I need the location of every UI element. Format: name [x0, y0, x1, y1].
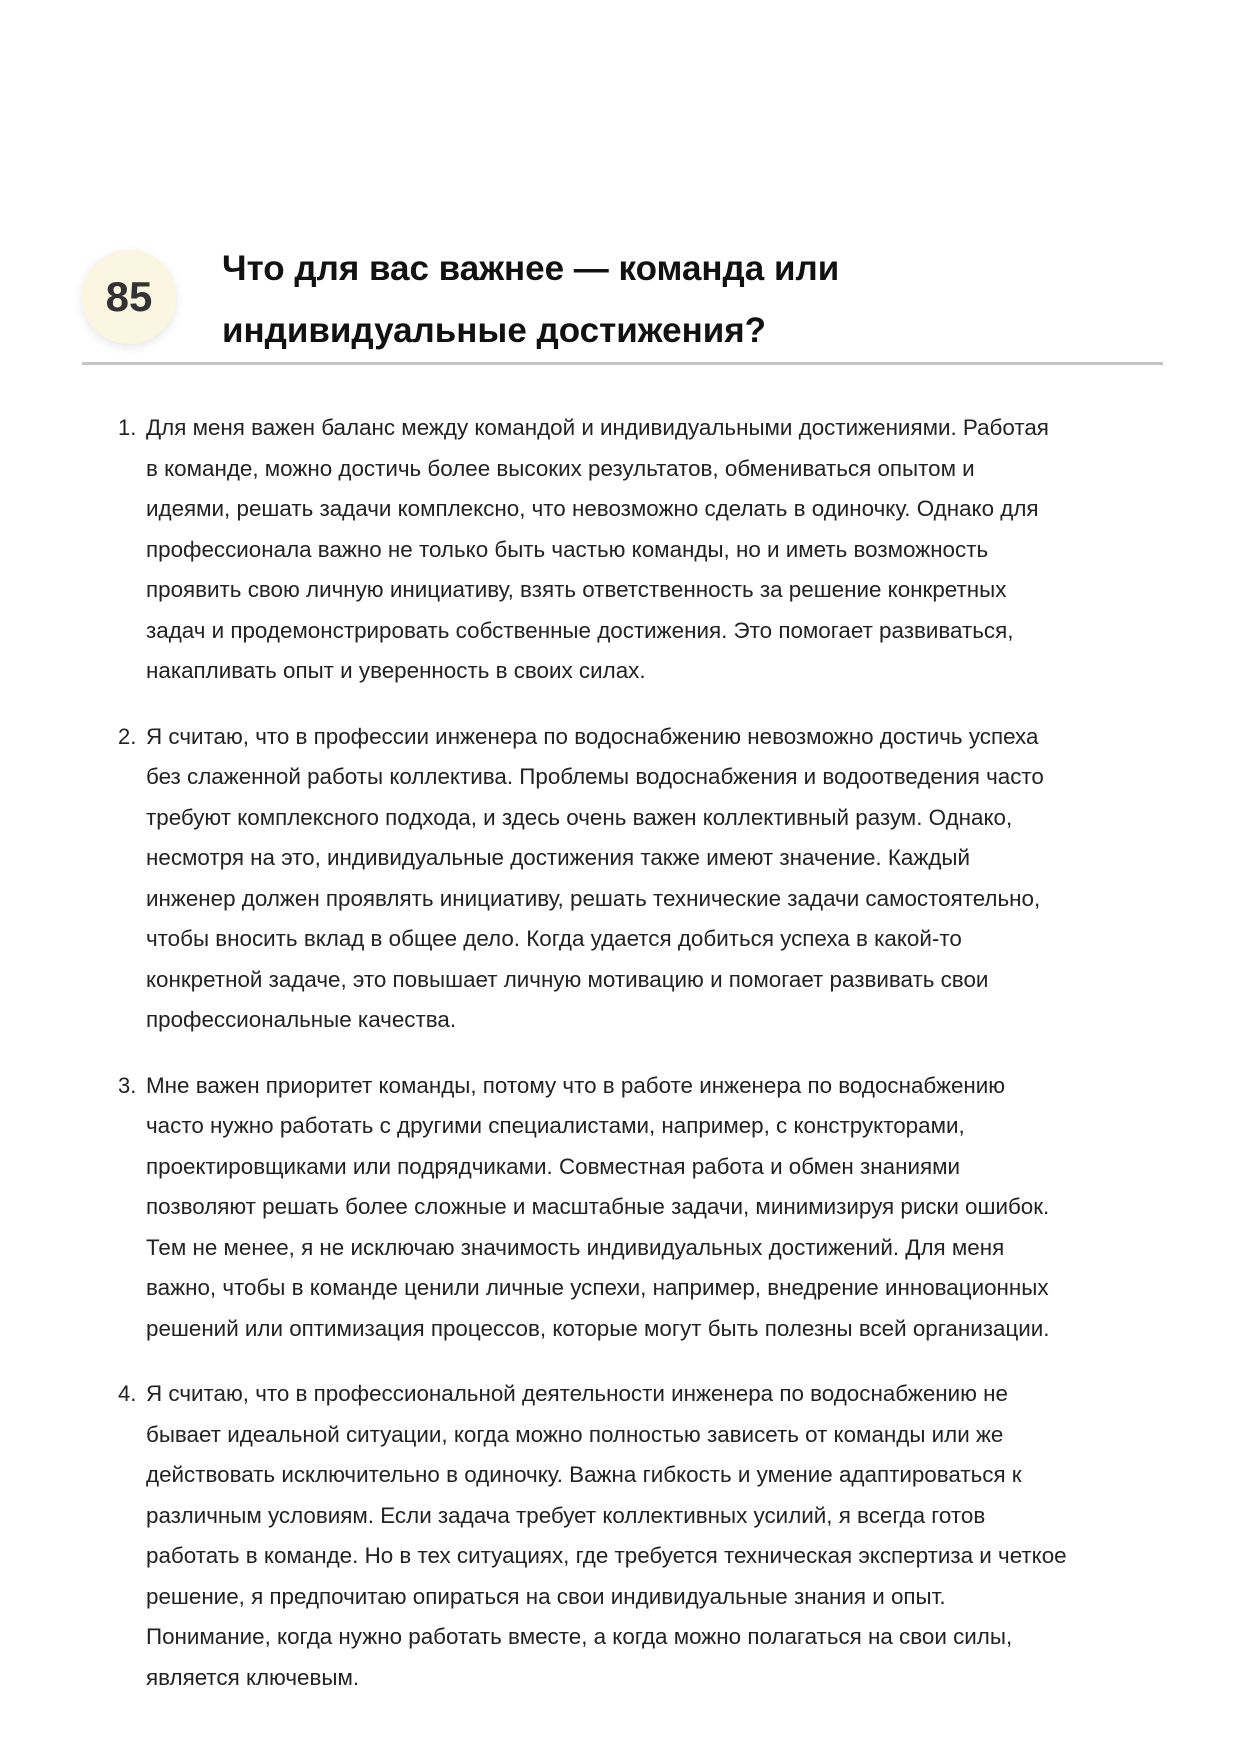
list-item-text: [146, 1374, 1067, 1698]
text-line: проявить свою личную инициативу, взять ответственность за решение конкретных: [146, 577, 1007, 602]
question-number-badge: 85: [82, 250, 176, 344]
text-line: часто нужно работать с другими специалистами, например, с конструкторами,: [146, 1113, 965, 1138]
text-line: Я считаю, что в профессии инженера по водоснабжению невозможно достичь успеха: [146, 723, 1039, 749]
list-item: [118, 717, 1178, 1041]
list-item-text: [146, 408, 1049, 692]
text-line: работать в команде. Но в тех ситуациях, где требуется техническая экспертиза и четкое: [146, 1543, 1067, 1568]
list-item-number: 4.: [118, 1381, 137, 1406]
text-line: несмотря на это, индивидуальные достижения также имеют значение. Каждый: [146, 845, 970, 870]
answer-list: [118, 408, 1178, 1723]
text-line: Тем не менее, я не исключаю значимость индивидуальных достижений. Для меня: [146, 1234, 1005, 1260]
text-line: бывает идеальной ситуации, когда можно полностью зависеть от команды или же: [146, 1421, 1004, 1447]
text-line: позволяют решать более сложные и масштабные задачи, минимизируя риски ошибок.: [146, 1194, 1050, 1219]
list-item-number: 2.: [118, 723, 137, 749]
text-line: идеями, решать задачи комплексно, что невозможно сделать в одиночку. Однако для: [146, 496, 1039, 521]
list-item: [118, 408, 1178, 692]
text-line: решение, я предпочитаю опираться на свои индивидуальные знания и опыт.: [146, 1583, 946, 1609]
text-line: Для меня важен баланс между командой и индивидуальными достижениями. Работая: [146, 415, 1049, 440]
text-line: Я считаю, что в профессиональной деятельности инженера по водоснабжению не: [146, 1381, 1008, 1406]
text-line: профессиональные качества.: [146, 1007, 457, 1032]
text-line: различным условиям. Если задача требует коллективных усилий, я всегда готов: [146, 1502, 986, 1528]
text-line: инженер должен проявлять инициативу, решать технические задачи самостоятельно,: [146, 885, 1041, 911]
text-line: важно, чтобы в команде ценили личные успехи, например, внедрение инновационных: [146, 1275, 1049, 1300]
list-item-text: [146, 1066, 1050, 1350]
text-line: задач и продемонстрировать собственные достижения. Это помогает развиваться,: [146, 617, 1014, 643]
list-item: [118, 1066, 1178, 1350]
list-item-number: 3.: [118, 1072, 137, 1098]
text-line: Понимание, когда нужно работать вместе, а когда можно полагаться на свои силы,: [146, 1624, 1013, 1649]
text-line: Мне важен приоритет команды, потому что в работе инженера по водоснабжению: [146, 1072, 1006, 1098]
text-line: накапливать опыт и уверенность в своих силах.: [146, 658, 646, 683]
text-line: действовать исключительно в одиночку. Важна гибкость и умение адаптироваться к: [146, 1462, 1022, 1487]
text-line: чтобы вносить вклад в общее дело. Когда удается добиться успеха в какой-то: [146, 926, 962, 951]
text-line: без слаженной работы коллектива. Проблемы водоснабжения и водоотведения часто: [146, 764, 1044, 789]
title-line: Что для вас важнее — команда или: [222, 249, 840, 288]
text-line: проектировщиками или подрядчиками. Совместная работа и обмен знаниями: [146, 1153, 960, 1179]
list-item-text: [146, 717, 1044, 1041]
list-item-number: 1.: [118, 415, 137, 440]
text-line: решений или оптимизация процессов, которые могут быть полезны всей организации.: [146, 1315, 1050, 1341]
text-line: является ключевым.: [146, 1664, 360, 1690]
divider: [82, 362, 1163, 365]
title-line: индивидуальные достижения?: [222, 311, 767, 350]
list-item: [118, 1374, 1178, 1698]
text-line: профессионала важно не только быть частью команды, но и иметь возможность: [146, 536, 989, 562]
text-line: требуют комплексного подхода, и здесь очень важен коллективный разум. Однако,: [146, 804, 1013, 830]
text-line: конкретной задаче, это повышает личную мотивацию и помогает развивать свои: [146, 966, 989, 992]
text-line: в команде, можно достичь более высоких результатов, обмениваться опытом и: [146, 455, 975, 481]
question-title: [222, 238, 839, 362]
